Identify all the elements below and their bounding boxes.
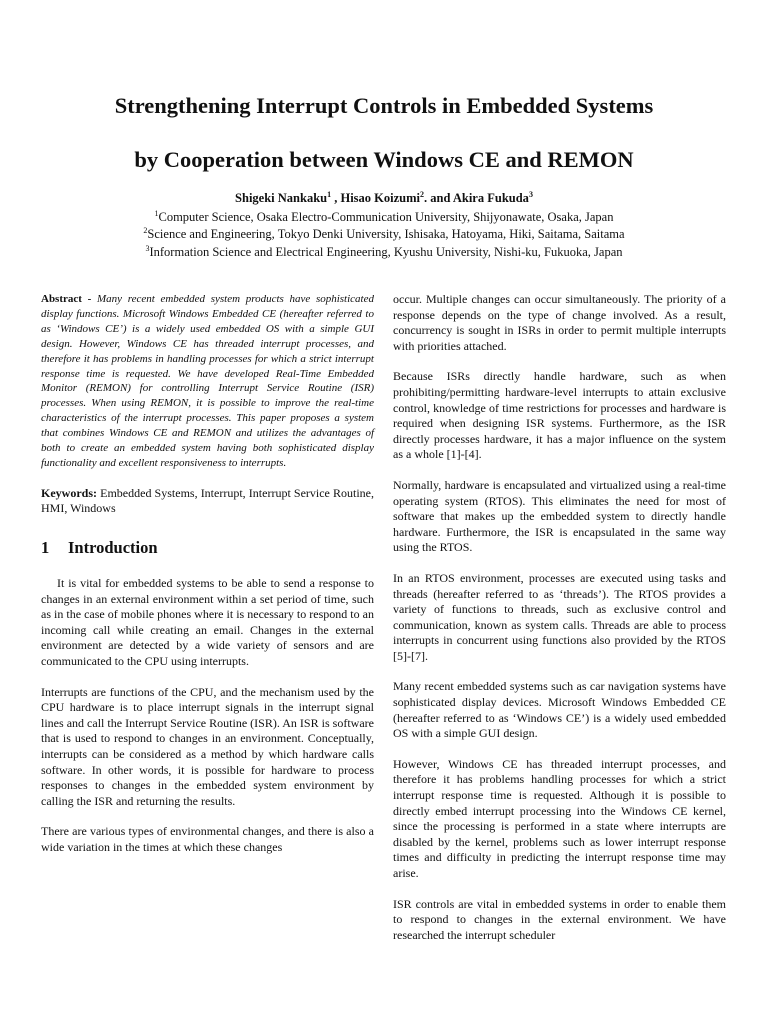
affiliation: [40, 209, 728, 226]
abstract: [41, 292, 374, 471]
affil-text: Science and Engineering, Tokyo Denki University, Ishisaka, Hatoyama, Hiki, Saitama, Saitama: [147, 227, 625, 241]
body-paragraph: ISR controls are vital in embedded systems in order to enable them to respond to changes in the external environment. We have researched the interrupt scheduler: [393, 896, 726, 942]
affil-marker: 2: [143, 225, 148, 235]
author-name: Shigeki Nankaku: [235, 191, 328, 205]
paper-title-line2: by Cooperation between Windows CE and REMON: [134, 147, 634, 172]
keywords-text: Embedded Systems, Interrupt, Interrupt Service Routine, HMI, Windows: [41, 485, 374, 516]
abstract-text: Many recent embedded system products have sophisticated display functions. Microsoft Windows Embedded CE (hereafter referred to as ‘Windows CE’) is a widely used embedded OS with a simple GUI design. However, Windows CE has threaded interrupt processes, and therefore it has problems in handling processes for which a strict interrupt response time is requested. We have developed Real-Time Embedded Monitor (REMON) for controlling Interrupt Service Routine (ISR) processes. When using REMON, it is possible to improve the real-time characteristics of the interrupt processes. This paper proposes a system that combines Windows CE and REMON and utilizes the advantages of both to create an embedded system having both sophisticated display functionality and excellent responsiveness to interrupts.: [41, 293, 374, 469]
keywords-label: Keywords:: [41, 485, 97, 500]
affil-text: Computer Science, Osaka Electro-Communication University, Shijyonawate, Osaka, Japan: [158, 210, 614, 224]
abstract-label: Abstract -: [41, 293, 92, 305]
affil-marker: 3: [145, 243, 150, 253]
author-affil-marker: 3: [528, 189, 533, 199]
author-affil-marker: 2: [420, 189, 425, 199]
right-column: [393, 292, 726, 958]
body-paragraph: Normally, hardware is encapsulated and virtualized using a real-time operating system (RTOS). This eliminates the need for most of software that makes up the embedded system to directly handle hardware. Furthermore, the ISR is encapsulated in the same way using the RTOS.: [393, 477, 726, 555]
body-paragraph: Interrupts are functions of the CPU, and the mechanism used by the CPU hardware is to place interrupt signals in the interrupt signal lines and call the Interrupt Service Routine (ISR). An ISR is software that is used to respond to changes in an environment. Conceptually, interrupts can be considered as a method by which hardware calls software. In other words, it is possible for hardware to process responses to changes in the embedded system environment by calling the ISR and returning the results.: [41, 684, 374, 808]
author-list: [40, 190, 728, 207]
author-separator: ,: [331, 191, 341, 205]
paper-title-line1: Strengthening Interrupt Controls in Embedded Systems: [114, 93, 654, 118]
affil-text: Information Science and Electrical Engineering, Kyushu University, Nishi-ku, Fukuoka, Japan: [149, 245, 623, 259]
body-paragraph: Because ISRs directly handle hardware, such as when prohibiting/permitting hardware-level interrupts to attain exclusive control, knowledge of time restrictions for processes and hardware is required when designing ISR systems. Furthermore, as the ISR directly processes hardware, it has a major influence on the system as a whole [1]-[4].: [393, 369, 726, 462]
body-paragraph: There are various types of environmental changes, and there is also a wide variation in the times at which these changes: [41, 824, 374, 854]
section-number: 1: [41, 538, 50, 558]
affil-marker: 1: [154, 208, 159, 218]
author-name: Hisao Koizumi: [340, 191, 421, 205]
affiliation: [40, 244, 728, 261]
left-column: [41, 292, 374, 871]
affiliation: [40, 226, 728, 243]
section-heading: [41, 538, 374, 558]
body-paragraph: In an RTOS environment, processes are executed using tasks and threads (hereafter referred to as ‘threads’). The RTOS provides a variety of functions to threads, such as exclusive control and communication, known as system calls. Threads are able to process interrupts in concurrent using functions also provided by the RTOS [5]-[7].: [393, 570, 726, 663]
body-paragraph: occur. Multiple changes can occur simultaneously. The priority of a response depends on the type of change involved. As a result, concurrency is sought in ISRs in order to permit multiple interrupts with priorities attached.: [393, 292, 726, 353]
body-paragraph: Many recent embedded systems such as car navigation systems have sophisticated display devices. Microsoft Windows Embedded CE (hereafter referred to as ‘Windows CE’) is a widely used embedded OS with a simple GUI design.: [393, 679, 726, 741]
keywords: [41, 486, 374, 517]
section-title: Introduction: [68, 538, 158, 558]
author-name: Akira Fukuda: [452, 191, 529, 205]
author-affil-marker: 1: [327, 189, 332, 199]
author-separator: . and: [424, 191, 453, 205]
body-paragraph: However, Windows CE has threaded interrupt processes, and therefore it has problems handling processes for which a strict interrupt response time is requested. Although it is possible to directly embed interrupt processing into the Windows CE kernel, since the processing is performed in a state where interrupts are disabled by the kernel, problems such as lower interrupt response times and difficulty in predicting the interrupt response time may arise.: [393, 756, 726, 880]
body-paragraph: It is vital for embedded systems to be able to send a response to changes in an external environment within a set period of time, such as in the case of mobile phones where it is necessary to respond to an incoming call while creating an email. Changes in the external environment are detected by a wide variety of sensors and are communicated to the CPU using interrupts.: [41, 576, 374, 669]
